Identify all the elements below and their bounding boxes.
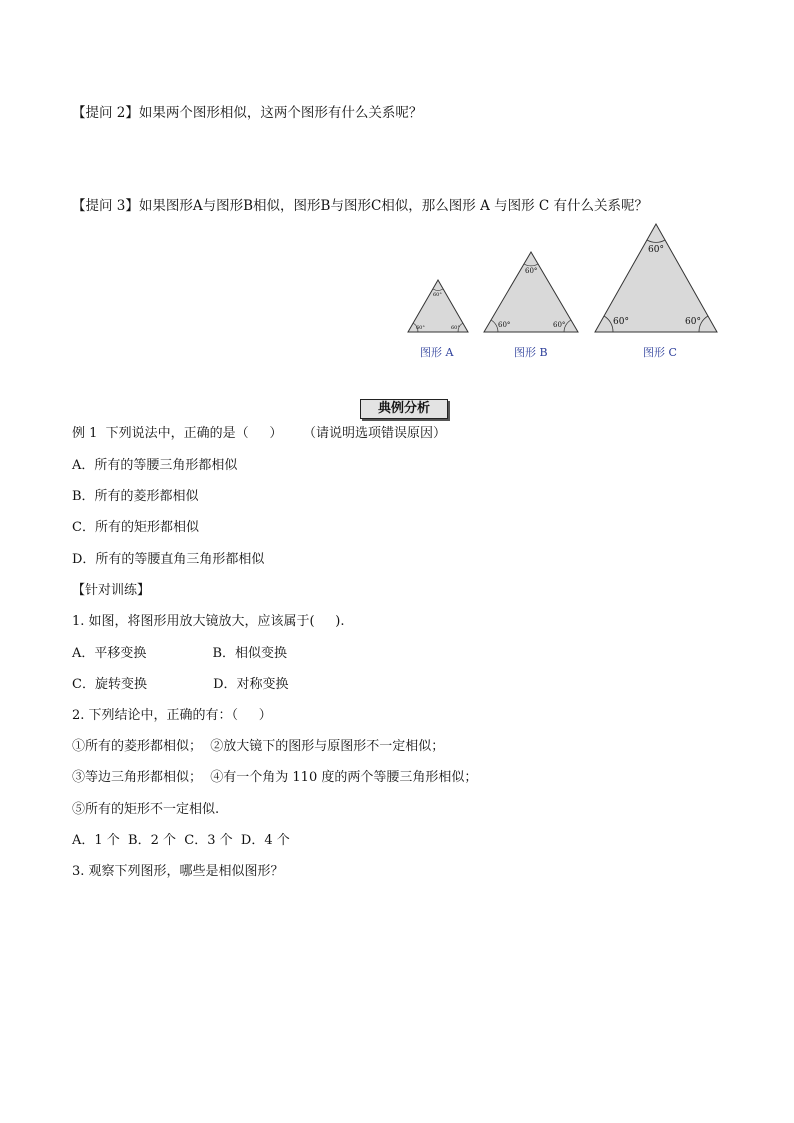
training-3-stem: 3. 观察下列图形，哪些是相似图形？ — [72, 864, 284, 879]
training-1-options-row-2: C．旋转变换 D．对称变换 — [72, 677, 289, 692]
figure-b-label: 图形 B — [514, 346, 548, 359]
triangle-a-right-angle: 60° — [451, 325, 460, 331]
triangle-a-top-angle: 60° — [433, 292, 442, 298]
training-2-statement-line-2: ③等边三角形都相似； ④有一个角为 110 度的两个等腰三角形相似； — [72, 770, 478, 785]
example-1-option-c: C．所有的矩形都相似 — [72, 520, 199, 535]
triangle-c-left-angle: 60° — [613, 317, 629, 327]
question-2: 【提问 2】如果两个图形相似，这两个图形有什么关系呢？ — [72, 105, 423, 121]
triangle-b — [484, 252, 578, 332]
training-header: 【针对训练】 — [72, 583, 151, 598]
question-3: 【提问 3】如果图形A与图形B相似，图形B与图形C相似，那么图形 A 与图形 C 有什么关系呢？ — [72, 198, 649, 214]
example-1-option-b: B．所有的菱形都相似 — [72, 489, 199, 504]
triangle-b-left-angle: 60° — [498, 321, 511, 329]
example-1-option-a: A．所有的等腰三角形都相似 — [72, 458, 238, 473]
example-1-option-d: D．所有的等腰直角三角形都相似 — [72, 552, 265, 567]
example-1-stem: 例 1 下列说法中，正确的是（ ） （请说明选项错误原因） — [72, 426, 446, 441]
training-1-stem: 1. 如图，将图形用放大镜放大，应该属于( ). — [72, 614, 345, 629]
training-2-stem: 2. 下列结论中，正确的有：（ ） — [72, 708, 272, 723]
training-2-statement-line-1: ①所有的菱形都相似； ②放大镜下的图形与原图形不一定相似； — [72, 739, 445, 754]
triangles-svg — [400, 222, 730, 362]
triangle-c — [595, 224, 717, 332]
figure-a-label: 图形 A — [420, 346, 454, 359]
triangle-c-top-angle: 60° — [648, 245, 664, 255]
triangle-b-top-angle: 60° — [525, 267, 538, 275]
training-2-statement-line-3: ⑤所有的矩形不一定相似. — [72, 802, 220, 817]
triangle-c-right-angle: 60° — [685, 317, 701, 327]
triangle-a-left-angle: 60° — [416, 325, 425, 331]
section-title-typical-examples: 典例分析 — [360, 399, 448, 419]
similar-triangles-figure — [400, 222, 730, 362]
triangle-b-right-angle: 60° — [553, 321, 566, 329]
training-2-options: A．1 个 B．2 个 C．3 个 D．4 个 — [72, 833, 290, 848]
figure-c-label: 图形 C — [643, 346, 677, 359]
triangle-a — [408, 280, 468, 332]
training-1-options-row-1: A．平移变换 B．相似变换 — [72, 646, 288, 661]
